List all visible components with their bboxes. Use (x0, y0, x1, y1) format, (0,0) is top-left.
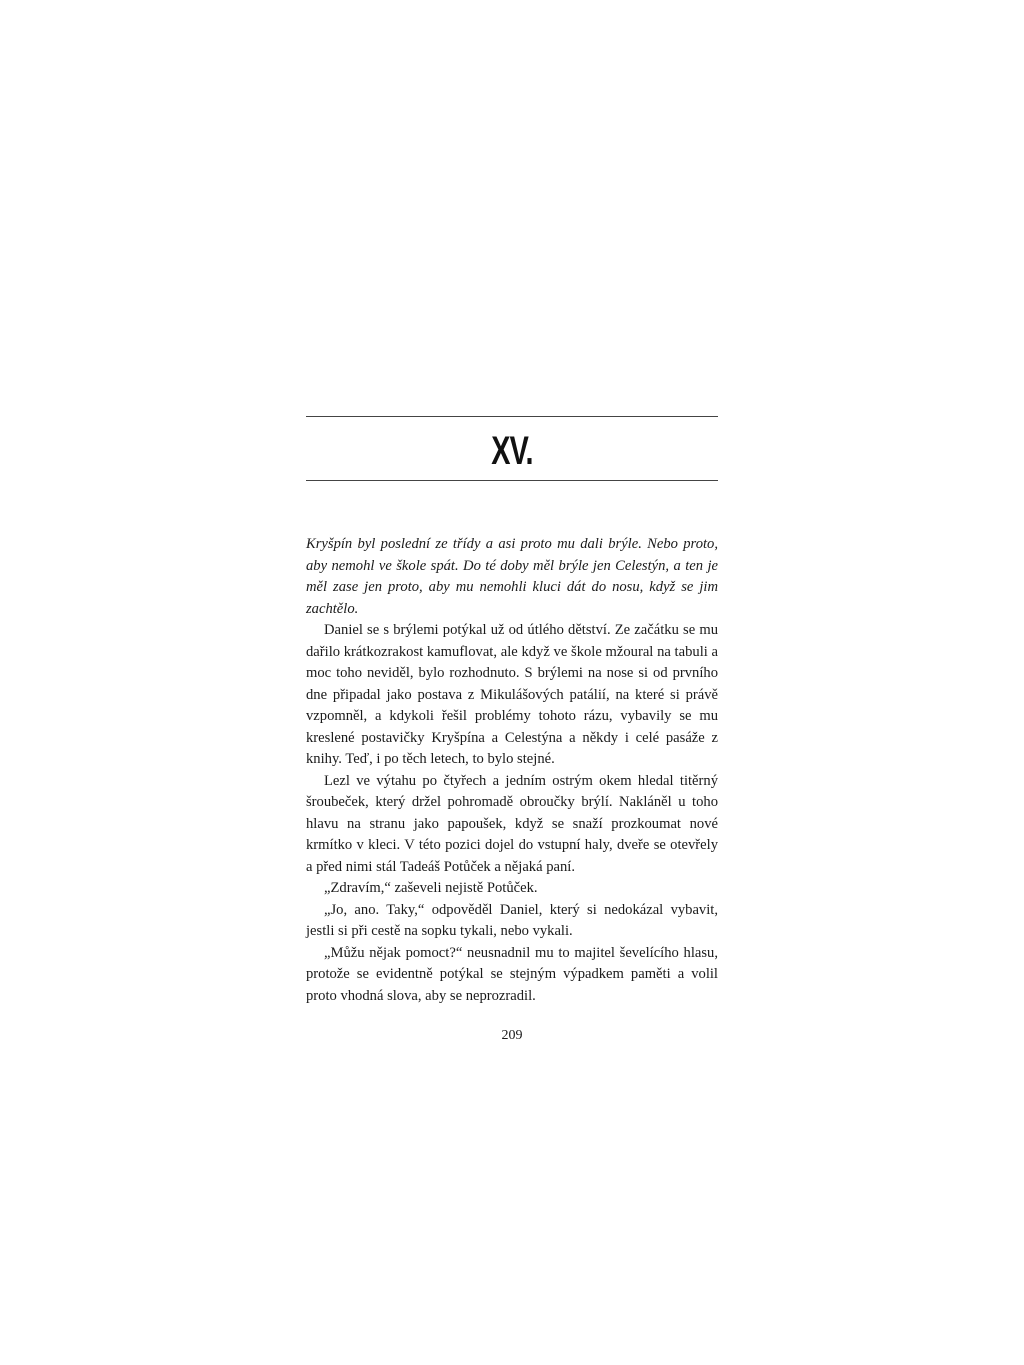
paragraph: „Zdravím,“ zaševeli nejistě Potůček. (324, 880, 538, 896)
page-number: 209 (501, 1028, 523, 1043)
paragraph: „Můžu nějak pomoct?“ neusnadnil mu to majitel ševelícího hlasu, protože se evidentně potýkal se stejným výpadkem paměti a volil proto vhodná slova, aby se neprozradil. (306, 944, 718, 1004)
chapter-bottom-rule (306, 480, 718, 481)
paragraph: Lezl ve výtahu po čtyřech a jedním ostrým okem hledal titěrný šroubeček, který držel pohromadě obroučky brýlí. Nakláněl u toho hlavu na stranu jako papoušek, když se snaží prozkoumat nové krmítko v kleci. V této pozici dojel do vstupní haly, dveře se otevřely a před nimi stál Tadeáš Potůček a nějaká paní. (306, 772, 718, 875)
chapter-number: XV. (491, 429, 533, 473)
body-text (306, 534, 718, 1007)
paragraph: „Jo, ano. Taky,“ odpověděl Daniel, který si nedokázal vybavit, jestli si při cestě na sopku tykali, nebo vykali. (306, 901, 718, 939)
epigraph: Kryšpín byl poslední ze třídy a asi proto mu dali brýle. Nebo proto, aby nemohl ve škole spát. Do té doby měl brýle jen Celestýn, a ten je měl zase jen proto, aby mu nemohli kluci dát do nosu, když se jim zachtělo. (306, 536, 718, 617)
chapter-top-rule (306, 416, 718, 417)
paragraph: Daniel se s brýlemi potýkal už od útlého dětství. Ze začátku se mu dařilo krátkozrakost kamuflovat, ale když ve škole mžoural na tabuli a moc toho neviděl, bylo rozhodnuto. S brýlemi na nose si od prvního dne připadal jako postava z Mikulášových patálií, na které si právě vzpomněl, a kdykoli řešil problémy tohoto rázu, vybavily se mu kreslené postavičky Kryšpína a Celestýna a někdy i celé pasáže z knihy. Teď, i po těch letech, to bylo stejné. (306, 622, 718, 767)
